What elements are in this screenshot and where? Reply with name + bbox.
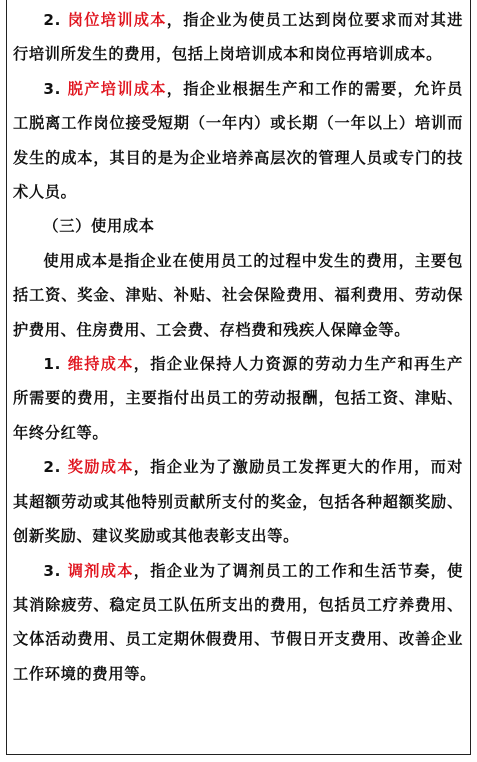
paragraph-maintenance-cost [13, 347, 463, 450]
definition-text: ，指企业为了调剂员工的工作和生活节奏，使其消除疲劳、稳定员工队伍所支出的费用，包括员工疗养费用、文体活动费用、员工定期休假费用、节假日开支费用、改善企业工作环境的费用等。 [13, 561, 463, 683]
item-number: 3. [43, 561, 68, 580]
term-maintenance-cost: 维持成本 [67, 355, 134, 374]
paragraph-job-training-cost [13, 3, 463, 72]
term-offjob-training-cost: 脱产培训成本 [67, 79, 167, 98]
document-body [13, 3, 463, 691]
definition-text: ，指企业为使员工达到岗位要求而对其进行培训所发生的费用，包括上岗培训成本和岗位再培训成本。 [13, 11, 463, 64]
paragraph-usage-cost-intro: 使用成本是指企业在使用员工的过程中发生的费用，主要包括工资、奖金、津贴、补贴、社会保险费用、福利费用、劳动保护费用、住房费用、工会费、存档费和残疾人保障金等。 [13, 251, 463, 339]
item-number: 3. [43, 79, 68, 98]
definition-text: ，指企业为了激励员工发挥更大的作用，而对其超额劳动或其他特别贡献所支付的奖金，包括各种超额奖励、创新奖励、建议奖励或其他表彰支出等。 [13, 458, 463, 546]
definition-text: ，指企业根据生产和工作的需要，允许员工脱离工作岗位接受短期（一年内）或长期（一年以上）培训而发生的成本，其目的是为企业培养高层次的管理人员或专门的技术人员。 [13, 79, 463, 202]
definition-text: ，指企业保持人力资源的劳动力生产和再生产所需要的费用，主要指付出员工的劳动报酬，包括工资、津贴、年终分红等。 [13, 355, 463, 442]
term-reward-cost: 奖励成本 [67, 458, 134, 477]
paragraph-offjob-training-cost [13, 72, 463, 210]
paragraph-reward-cost [13, 450, 463, 553]
item-number: 1. [43, 355, 68, 374]
term-adjustment-cost: 调剂成本 [67, 561, 134, 580]
item-number: 2. [43, 11, 68, 29]
term-job-training-cost: 岗位培训成本 [67, 11, 167, 29]
section-heading-usage-cost: （三）使用成本 [43, 217, 155, 236]
item-number: 2. [43, 458, 68, 477]
paragraph-adjustment-cost [13, 554, 463, 692]
